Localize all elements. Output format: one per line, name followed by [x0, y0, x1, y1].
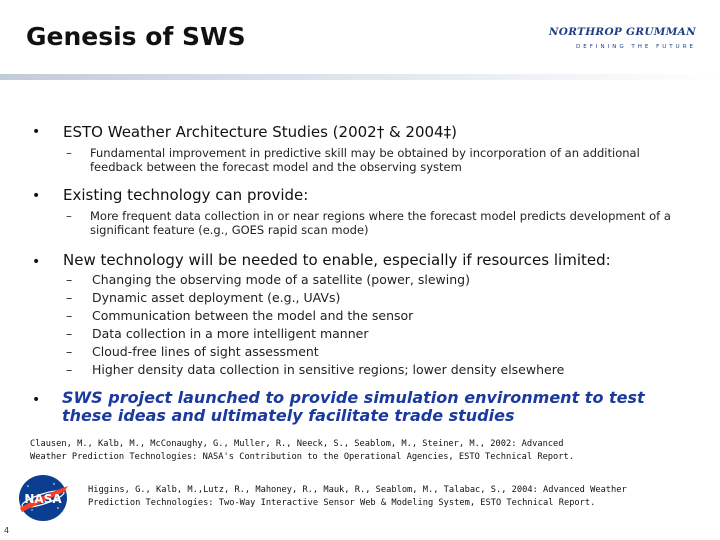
sub-bullet-text: Fundamental improvement in predictive skill may be obtained by incorporation of an additional feedback between the forecast model and the observing system — [90, 146, 640, 174]
sub-bullet-marker: – — [66, 344, 73, 359]
reference-citation: Clausen, M., Kalb, M., McConaughy, G., Muller, R., Neeck, S., Seablom, M., Steiner, M., 2002: Advanced Weather Prediction Technologies: NASA's Contribution to the Operational Agencies, ESTO Technical Report. — [30, 439, 574, 462]
page-number: 4 — [4, 526, 10, 535]
sub-bullet-marker: – — [66, 326, 73, 341]
slide-title: Genesis of SWS — [26, 22, 246, 51]
sub-bullet-marker: – — [66, 146, 72, 160]
sub-bullet-text: Dynamic asset deployment (e.g., UAVs) — [92, 290, 341, 305]
sub-bullet-marker: – — [66, 362, 73, 377]
bullet-text: Existing technology can provide: — [63, 186, 309, 204]
sub-bullet-marker: – — [66, 290, 73, 305]
sub-bullet-text: Communication between the model and the sensor — [92, 308, 414, 323]
logo-brand: NORTHROP GRUMMAN — [548, 26, 696, 38]
bullet-marker: • — [32, 188, 41, 204]
sub-bullet-text: Changing the observing mode of a satellite (power, slewing) — [92, 272, 470, 287]
sub-bullet-text: More frequent data collection in or near regions where the forecast model predicts development of a significant feature (e.g., GOES rapid scan mode) — [90, 209, 671, 237]
nasa-logo-text: NASA — [24, 492, 62, 506]
bullet-text: New technology will be needed to enable, especially if resources limited: — [63, 251, 611, 269]
bullet-marker: • — [32, 254, 41, 270]
sub-bullet-text: Cloud-free lines of sight assessment — [92, 344, 319, 359]
reference-citation: Higgins, G., Kalb, M.,Lutz, R., Mahoney, R., Mauk, R., Seablom, M., Talabac, S., 2004: Advanced Weather Prediction Technologies: Two-Way Interactive Sensor Web & Modeling System, ESTO Technical Report. — [88, 485, 627, 508]
sub-bullet-marker: – — [66, 308, 73, 323]
sub-bullet-marker: – — [66, 209, 72, 223]
bullet-text: ESTO Weather Architecture Studies (2002† & 2004‡) — [63, 123, 457, 141]
sub-bullet-text: Higher density data collection in sensitive regions; lower density elsewhere — [92, 362, 565, 377]
sub-bullet-text: Data collection in a more intelligent manner — [92, 326, 369, 341]
logo-tagline: DEFINING THE FUTURE — [576, 44, 696, 50]
nasa-meatball-logo — [14, 472, 72, 524]
highlight-statement: SWS project launched to provide simulation environment to test these ideas and ultimately facilitate trade studies — [62, 388, 645, 425]
northrop-grumman-logo — [548, 24, 710, 64]
sub-bullet-marker: – — [66, 272, 73, 287]
bullet-marker: • — [32, 124, 41, 140]
bullet-marker: • — [32, 392, 41, 408]
header-divider — [0, 74, 720, 80]
